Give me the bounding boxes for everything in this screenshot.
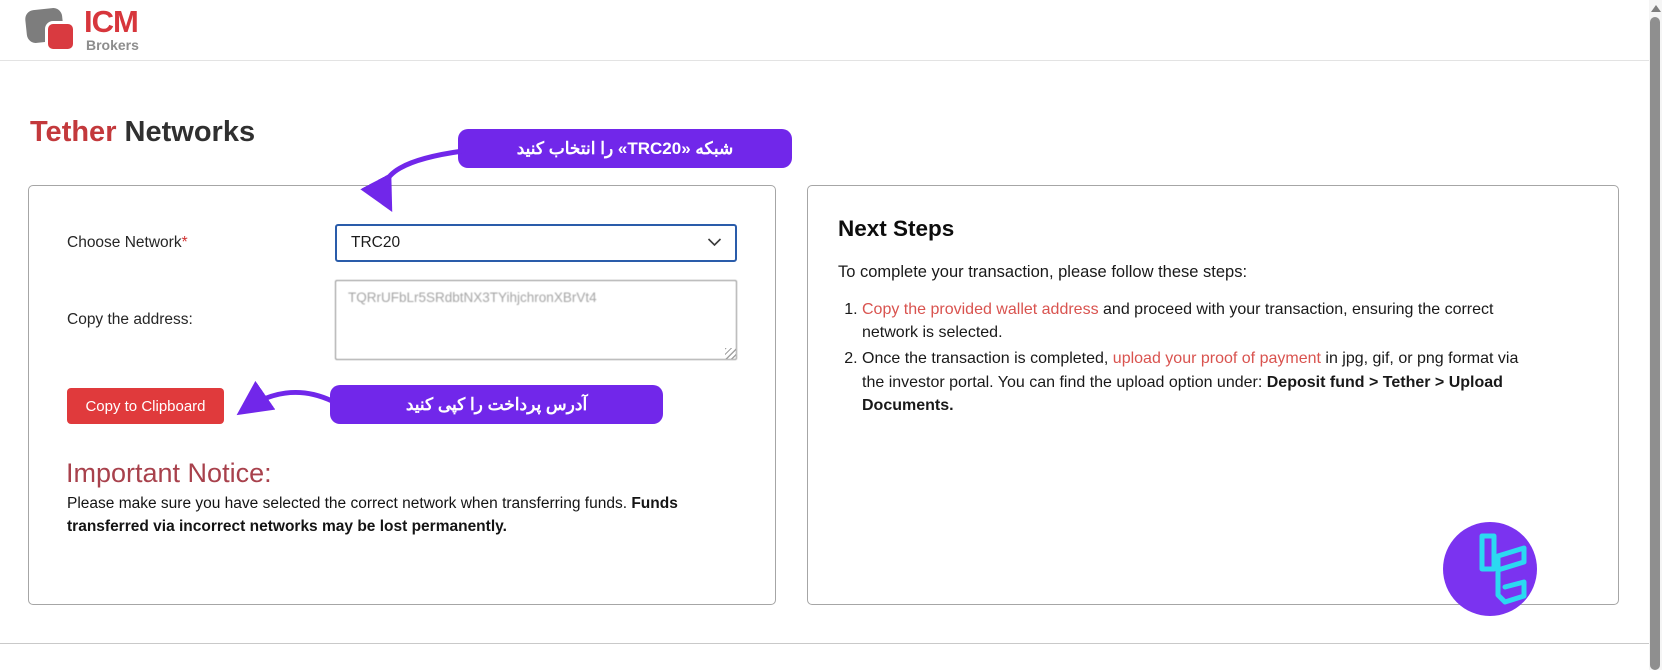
upload-proof-link[interactable]: upload your proof of payment [1112, 350, 1321, 368]
next-steps-title: Next Steps [838, 216, 955, 241]
step2-pre: Once the transaction is completed, [862, 350, 1113, 368]
copy-address-label: Copy the address: [67, 311, 193, 328]
annotation-copy-address: آدرس پرداخت را کپی کنید [330, 385, 663, 424]
textarea-resize-handle-icon[interactable] [725, 348, 736, 359]
chat-widget-button[interactable] [1442, 521, 1538, 617]
logo-red-shape-icon [45, 21, 76, 52]
icm-chat-mark-icon [1442, 521, 1538, 617]
page-title-rest: Networks [116, 116, 256, 148]
next-steps-item-1 [862, 298, 1538, 344]
network-select[interactable] [335, 224, 737, 262]
chevron-down-icon [707, 234, 722, 252]
copy-wallet-address-link[interactable]: Copy the provided wallet address [862, 301, 1099, 318]
icm-brokers-logo[interactable] [20, 4, 170, 58]
notice-body-bold: Funds transferred via incorrect networks may be lost permanently. [67, 495, 678, 535]
notice-body-normal: Please make sure you have selected the correct network when transferring funds. [67, 495, 632, 512]
next-steps-list [838, 298, 1538, 420]
footer-divider [0, 643, 1650, 644]
scrollbar-thumb[interactable] [1650, 17, 1660, 670]
step2-mid: in jpg, gif, or png format via the investor portal. You can find the upload option under: [862, 350, 1519, 391]
logo-sub-text: Brokers [86, 37, 139, 53]
choose-network-label [67, 234, 188, 252]
choose-network-label-text: Choose Network [67, 234, 182, 251]
logo-brand-text: ICM [84, 4, 138, 39]
page-title-accent: Tether [30, 116, 117, 148]
header-bar [0, 0, 1662, 61]
arrow-up-icon[interactable] [1651, 5, 1661, 12]
step1-rest: and proceed with your transaction, ensuring the correct network is selected. [862, 301, 1494, 342]
next-steps-intro: To complete your transaction, please follow these steps: [838, 263, 1248, 281]
important-notice-title: Important Notice: [66, 458, 272, 488]
annotation-select-network: شبکه «TRC20» را انتخاب کنید [458, 129, 792, 168]
page-title [30, 116, 255, 149]
required-asterisk: * [181, 234, 188, 251]
next-steps-item-2 [862, 347, 1538, 417]
important-notice-body [67, 493, 701, 538]
copy-to-clipboard-button[interactable]: Copy to Clipboard [67, 388, 224, 424]
step2-bold-path: Deposit fund > Tether > Upload Documents. [862, 373, 1503, 414]
wallet-address-textarea[interactable] [335, 280, 737, 360]
vertical-scrollbar[interactable] [1649, 0, 1662, 670]
network-select-value: TRC20 [351, 234, 401, 251]
